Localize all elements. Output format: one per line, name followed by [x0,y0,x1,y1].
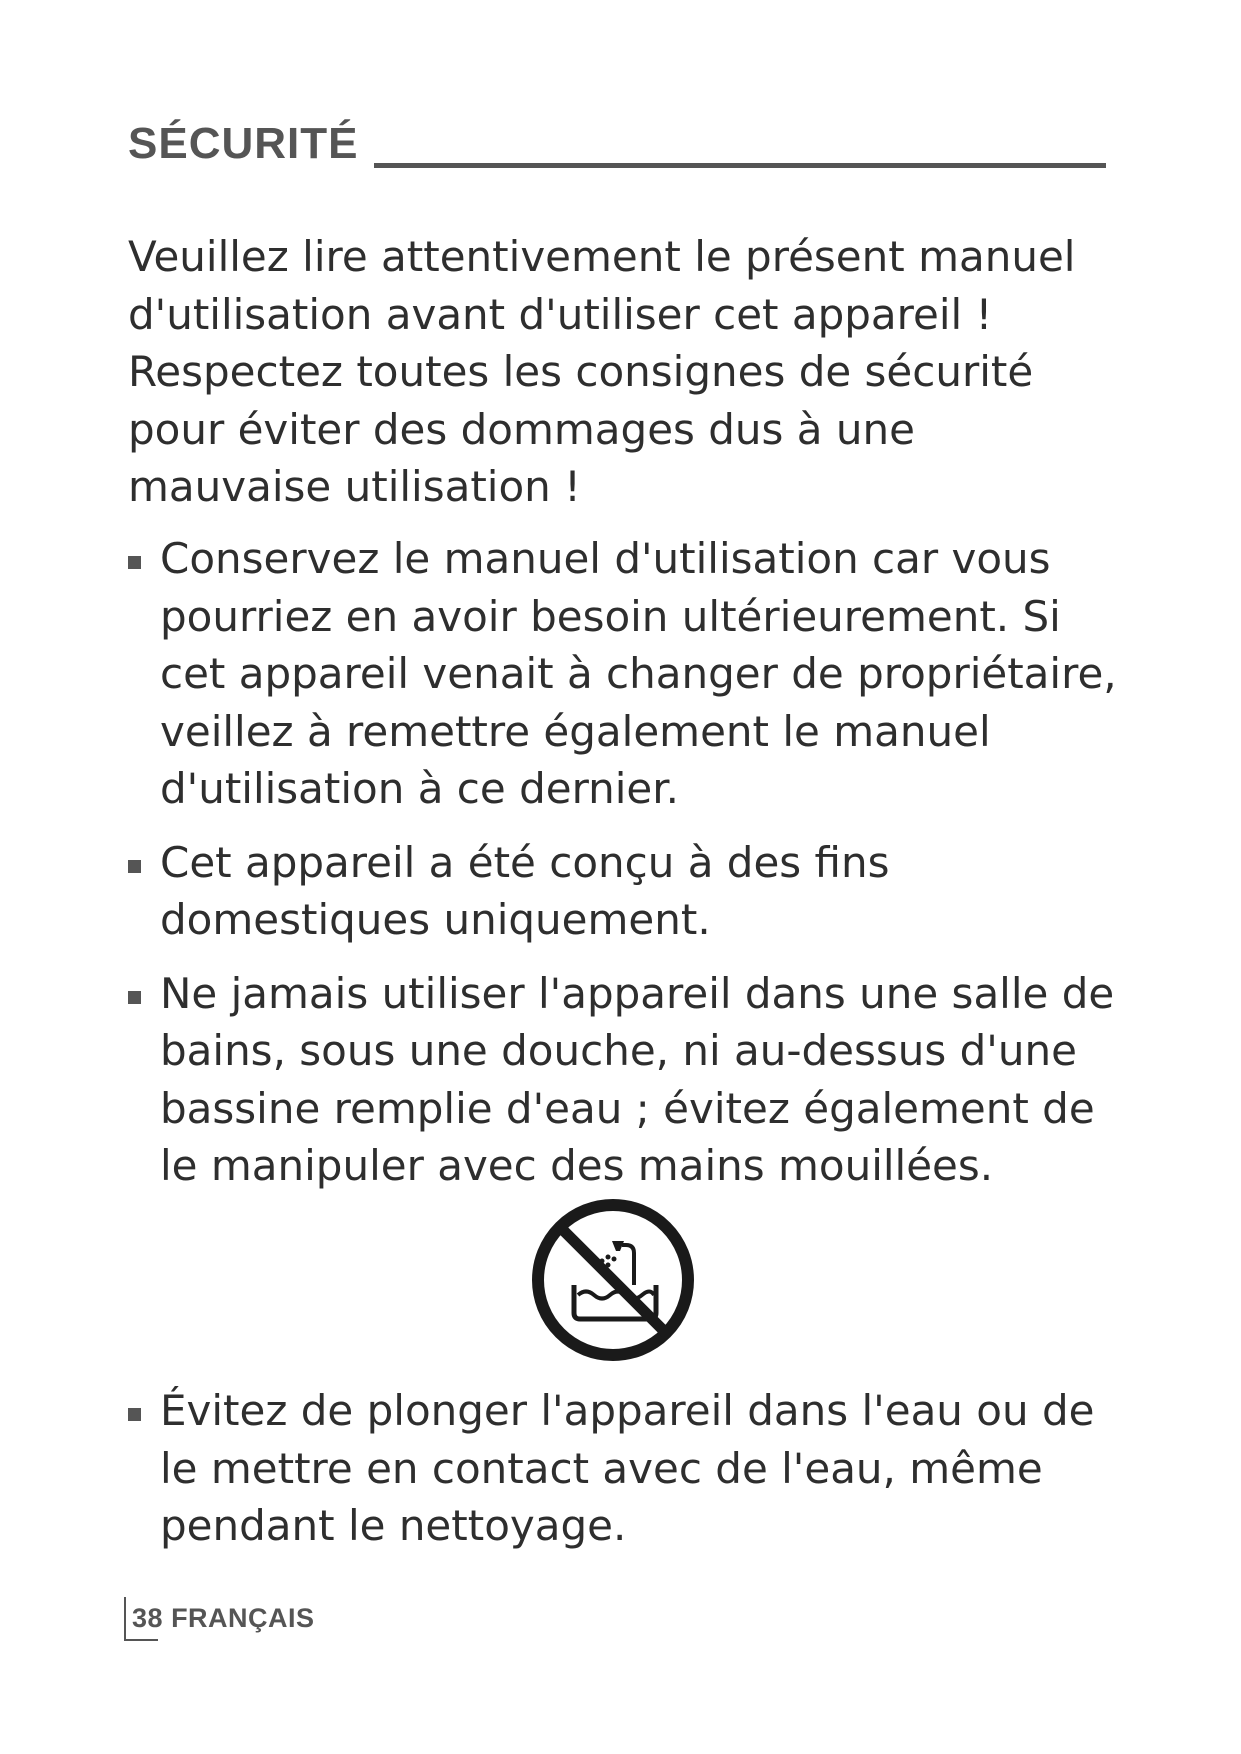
safety-item [128,1382,1128,1555]
safety-item [128,530,1128,818]
safety-item [128,834,1128,949]
safety-list [128,530,1128,1195]
bullet-square-icon [128,556,141,569]
bullet-square-icon [128,991,141,1004]
footer-language: FRANÇAIS [171,1603,315,1633]
safety-item-text: Cet appareil a été conçu à des fins domestiques uniquement. [160,837,890,944]
no-bath-shower-icon-graphic [528,1195,698,1365]
bullet-square-icon [128,860,141,873]
page-footer [124,1597,315,1643]
bullet-square-icon [128,1408,141,1421]
no-bath-shower-icon [528,1195,698,1365]
safety-item-text: Évitez de plonger l'appareil dans l'eau ou de le mettre en contact avec de l'eau, même pendant le nettoyage. [160,1386,1095,1550]
safety-list [128,1382,1128,1555]
section-header [128,112,1106,172]
intro-paragraph: Veuillez lire attentivement le présent manuel d'utilisation avant d'utiliser cet appareil ! Respectez toutes les consignes de sécurité pour éviter des dommages dus à une mauvaise utilisation ! [128,232,1076,511]
safety-item [128,965,1128,1195]
safety-item-text: Conservez le manuel d'utilisation car vous pourriez en avoir besoin ultérieurement. Si cet appareil venait à changer de propriétaire, veillez à remettre également le manuel d'utilisation à ce dernier. [160,534,1117,813]
section-rule [374,163,1106,168]
page-number: 38 [132,1603,164,1633]
section-title: SÉCURITÉ [128,119,359,168]
footer-label [132,1597,315,1633]
safety-item-text: Ne jamais utiliser l'appareil dans une salle de bains, sous une douche, ni au-dessus d'une bassine remplie d'eau ; évitez également de le manipuler avec des mains mouillées. [160,968,1115,1190]
